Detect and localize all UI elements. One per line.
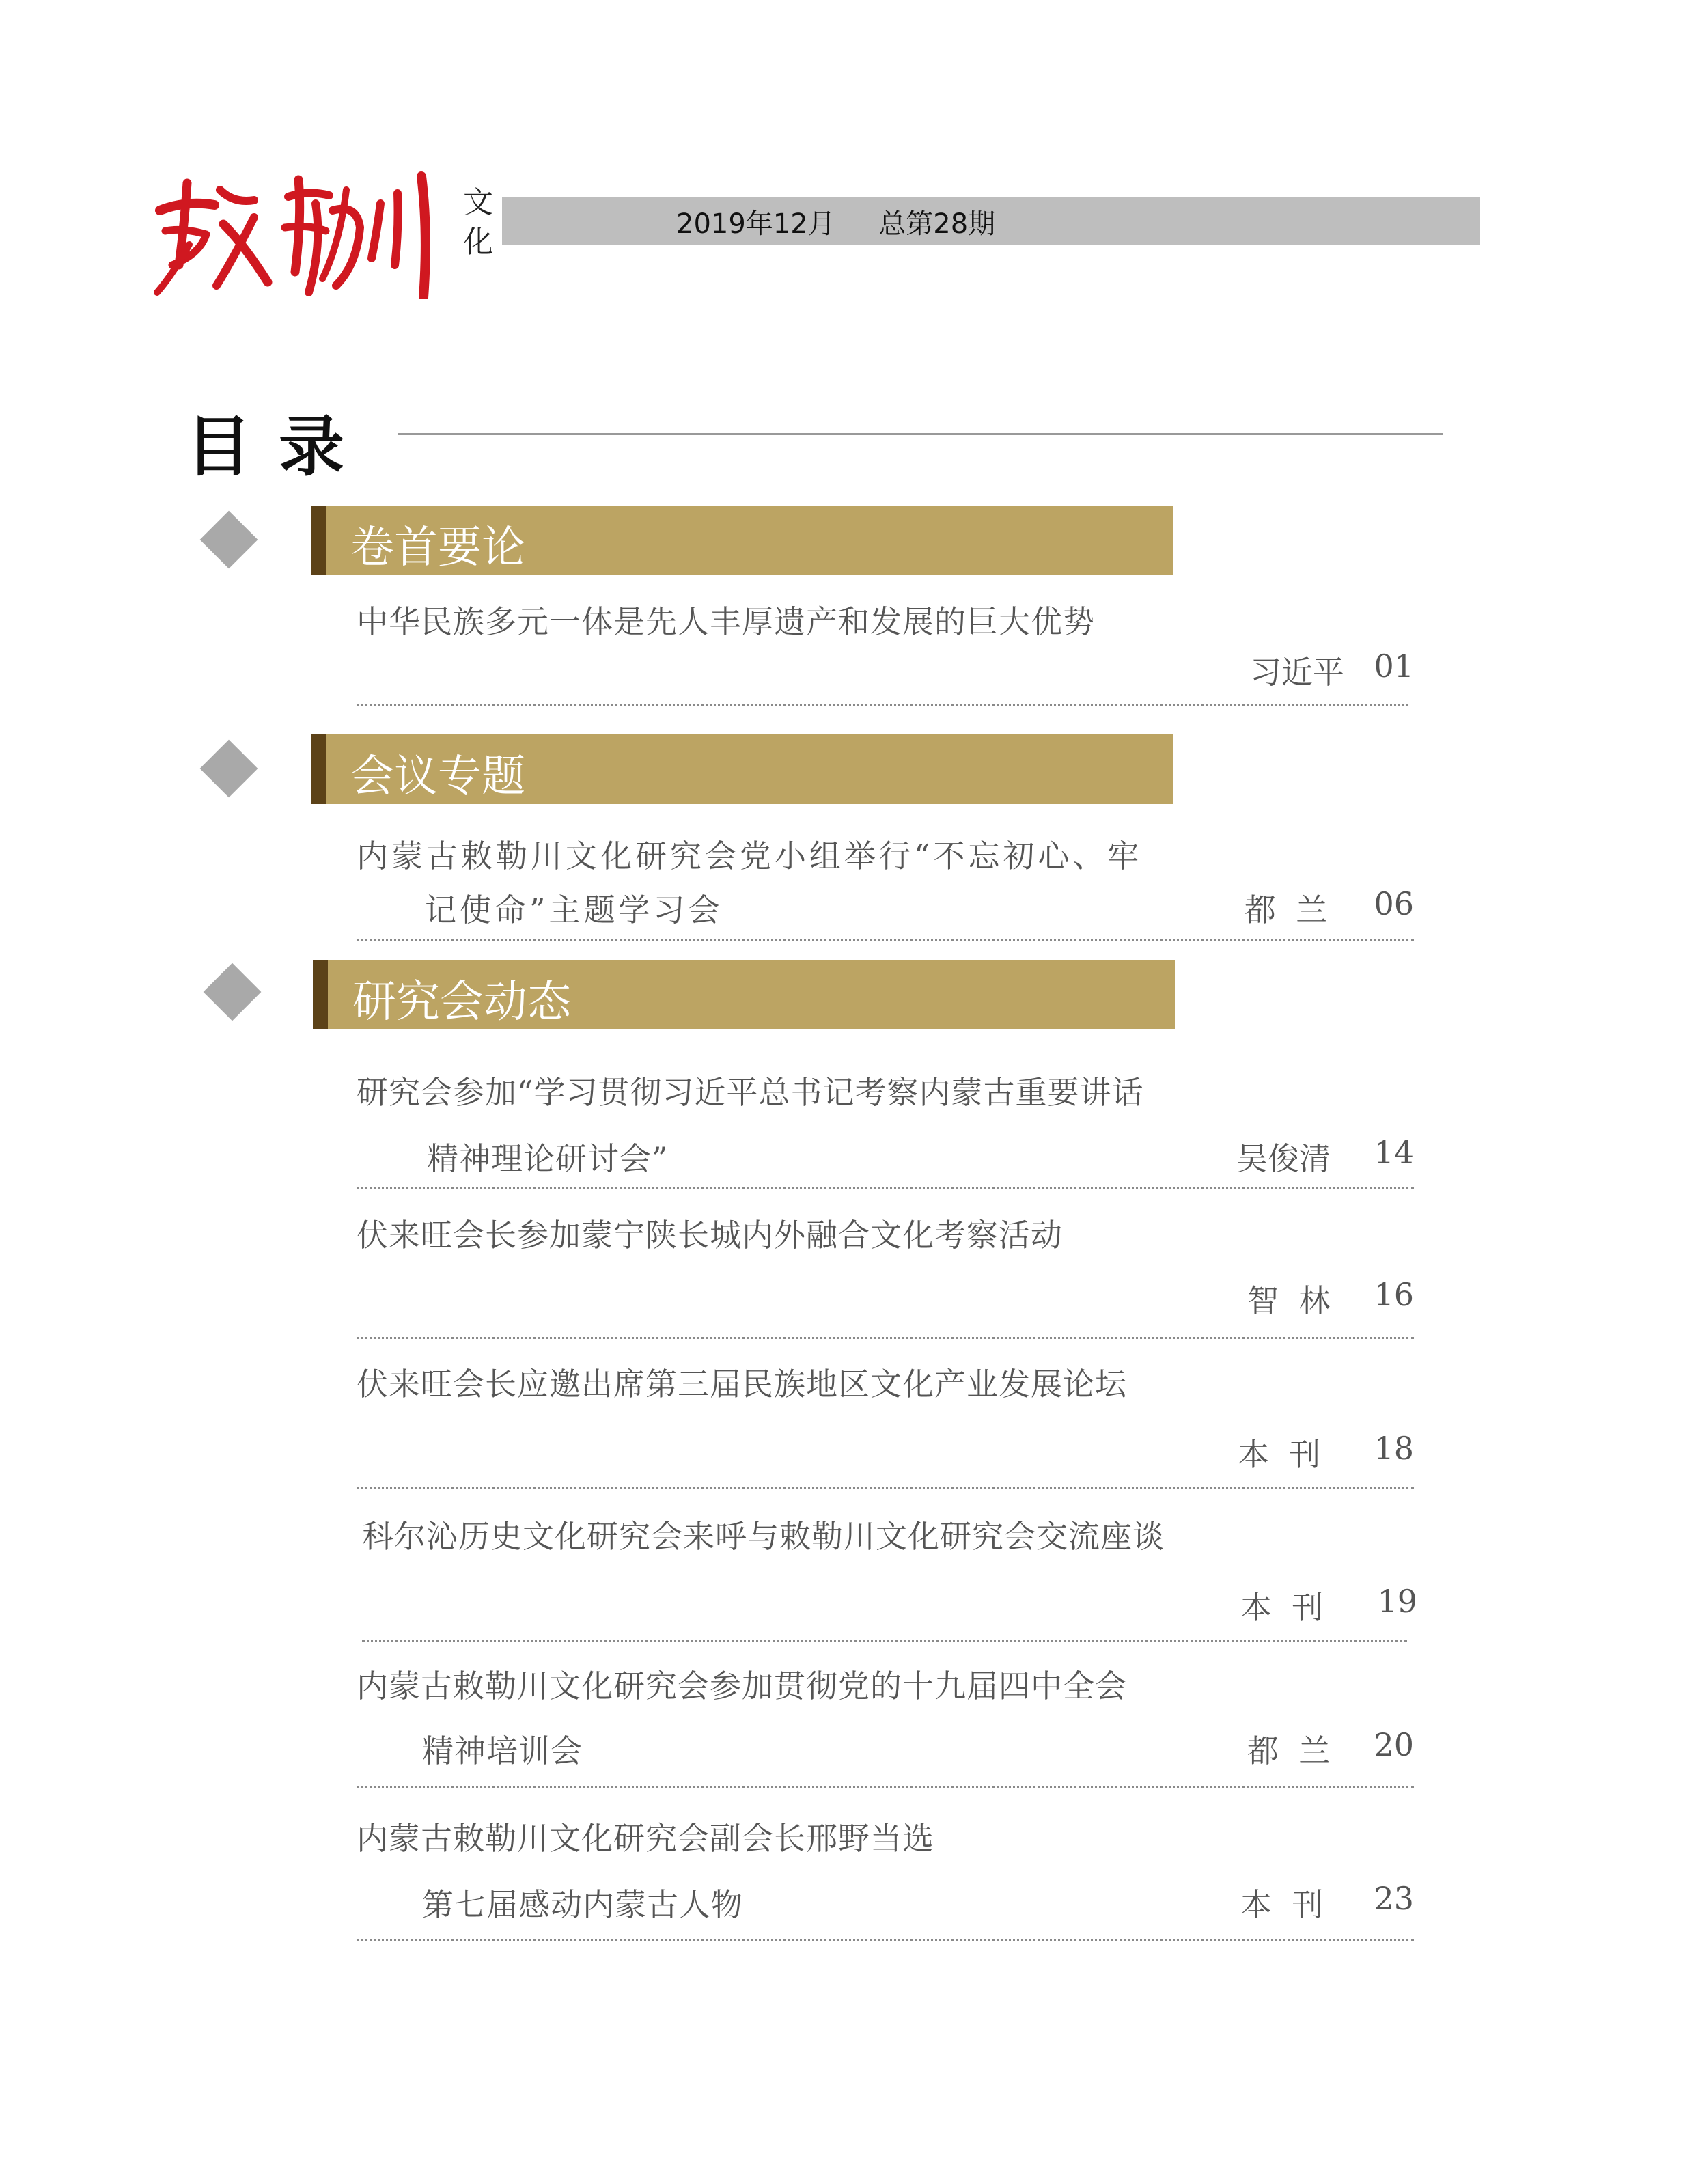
section-3-header (313, 960, 1175, 1029)
entry-divider (357, 1939, 1414, 1941)
entry-divider (357, 1187, 1414, 1189)
entry-divider (357, 1786, 1414, 1788)
entry-title[interactable]: 研究会参加“学习贯彻习近平总书记考察内蒙古重要讲话 (357, 1074, 1144, 1111)
entry-title[interactable]: 内蒙古敕勒川文化研究会参加贯彻党的十九届四中全会 (357, 1668, 1127, 1704)
entry-title[interactable]: 伏来旺会长应邀出席第三届民族地区文化产业发展论坛 (357, 1366, 1127, 1402)
entry-page: 18 (1374, 1430, 1414, 1467)
section-1-header (311, 506, 1173, 575)
entry-divider (357, 1337, 1414, 1339)
section-2-diamond-icon (200, 740, 258, 798)
section-3-heading: 研究会动态 (352, 977, 571, 1027)
entry-page: 20 (1374, 1726, 1414, 1763)
entry-author: 智 林 (1247, 1282, 1331, 1319)
entry-title[interactable]: 伏来旺会长参加蒙宁陕长城内外融合文化考察活动 (357, 1217, 1063, 1254)
entry-title-continuation[interactable]: 精神培训会 (422, 1732, 583, 1769)
entry-page: 16 (1374, 1276, 1414, 1313)
entry-author: 本 刊 (1240, 1886, 1324, 1923)
entry-divider (357, 704, 1408, 706)
entry-author: 都 兰 (1247, 1732, 1331, 1769)
issue-info: 2019年12月 总第28期 (676, 208, 996, 240)
entry-author: 本 刊 (1238, 1436, 1321, 1473)
entry-author: 习近平 (1250, 654, 1344, 691)
entry-title[interactable]: 内蒙古敕勒川文化研究会党小组举行“不忘初心、牢 (357, 838, 1143, 874)
entry-title-continuation[interactable]: 记使命”主题学习会 (425, 891, 723, 928)
masthead-subtitle: 文化 (463, 185, 493, 260)
section-2-heading: 会议专题 (350, 751, 525, 802)
section-3-diamond-icon (204, 963, 262, 1021)
entry-divider (357, 939, 1414, 941)
entry-author: 吴俊清 (1236, 1140, 1331, 1177)
entry-author: 都 兰 (1245, 891, 1328, 928)
entry-page: 06 (1374, 885, 1414, 922)
entry-divider (362, 1640, 1407, 1642)
entry-page: 01 (1374, 648, 1414, 685)
toc-title: 目录 (186, 409, 372, 485)
entry-title-continuation[interactable]: 第七届感动内蒙古人物 (422, 1886, 743, 1923)
entry-divider (357, 1487, 1414, 1489)
section-1-diamond-icon (200, 511, 258, 569)
entry-page: 14 (1374, 1134, 1414, 1171)
section-1-heading: 卷首要论 (350, 523, 525, 573)
masthead-logo (152, 163, 439, 299)
entry-title[interactable]: 中华民族多元一体是先人丰厚遗产和发展的巨大优势 (357, 603, 1095, 640)
entry-page: 23 (1374, 1880, 1414, 1917)
calligraphy-logo-icon (152, 163, 439, 299)
section-2-header (311, 734, 1173, 804)
entry-title-continuation[interactable]: 精神理论研讨会” (427, 1140, 669, 1177)
title-divider (398, 433, 1443, 435)
entry-title[interactable]: 科尔沁历史文化研究会来呼与敕勒川文化研究会交流座谈 (362, 1518, 1165, 1555)
entry-page: 19 (1377, 1583, 1417, 1620)
entry-title[interactable]: 内蒙古敕勒川文化研究会副会长邢野当选 (357, 1820, 934, 1857)
entry-author: 本 刊 (1240, 1589, 1324, 1626)
